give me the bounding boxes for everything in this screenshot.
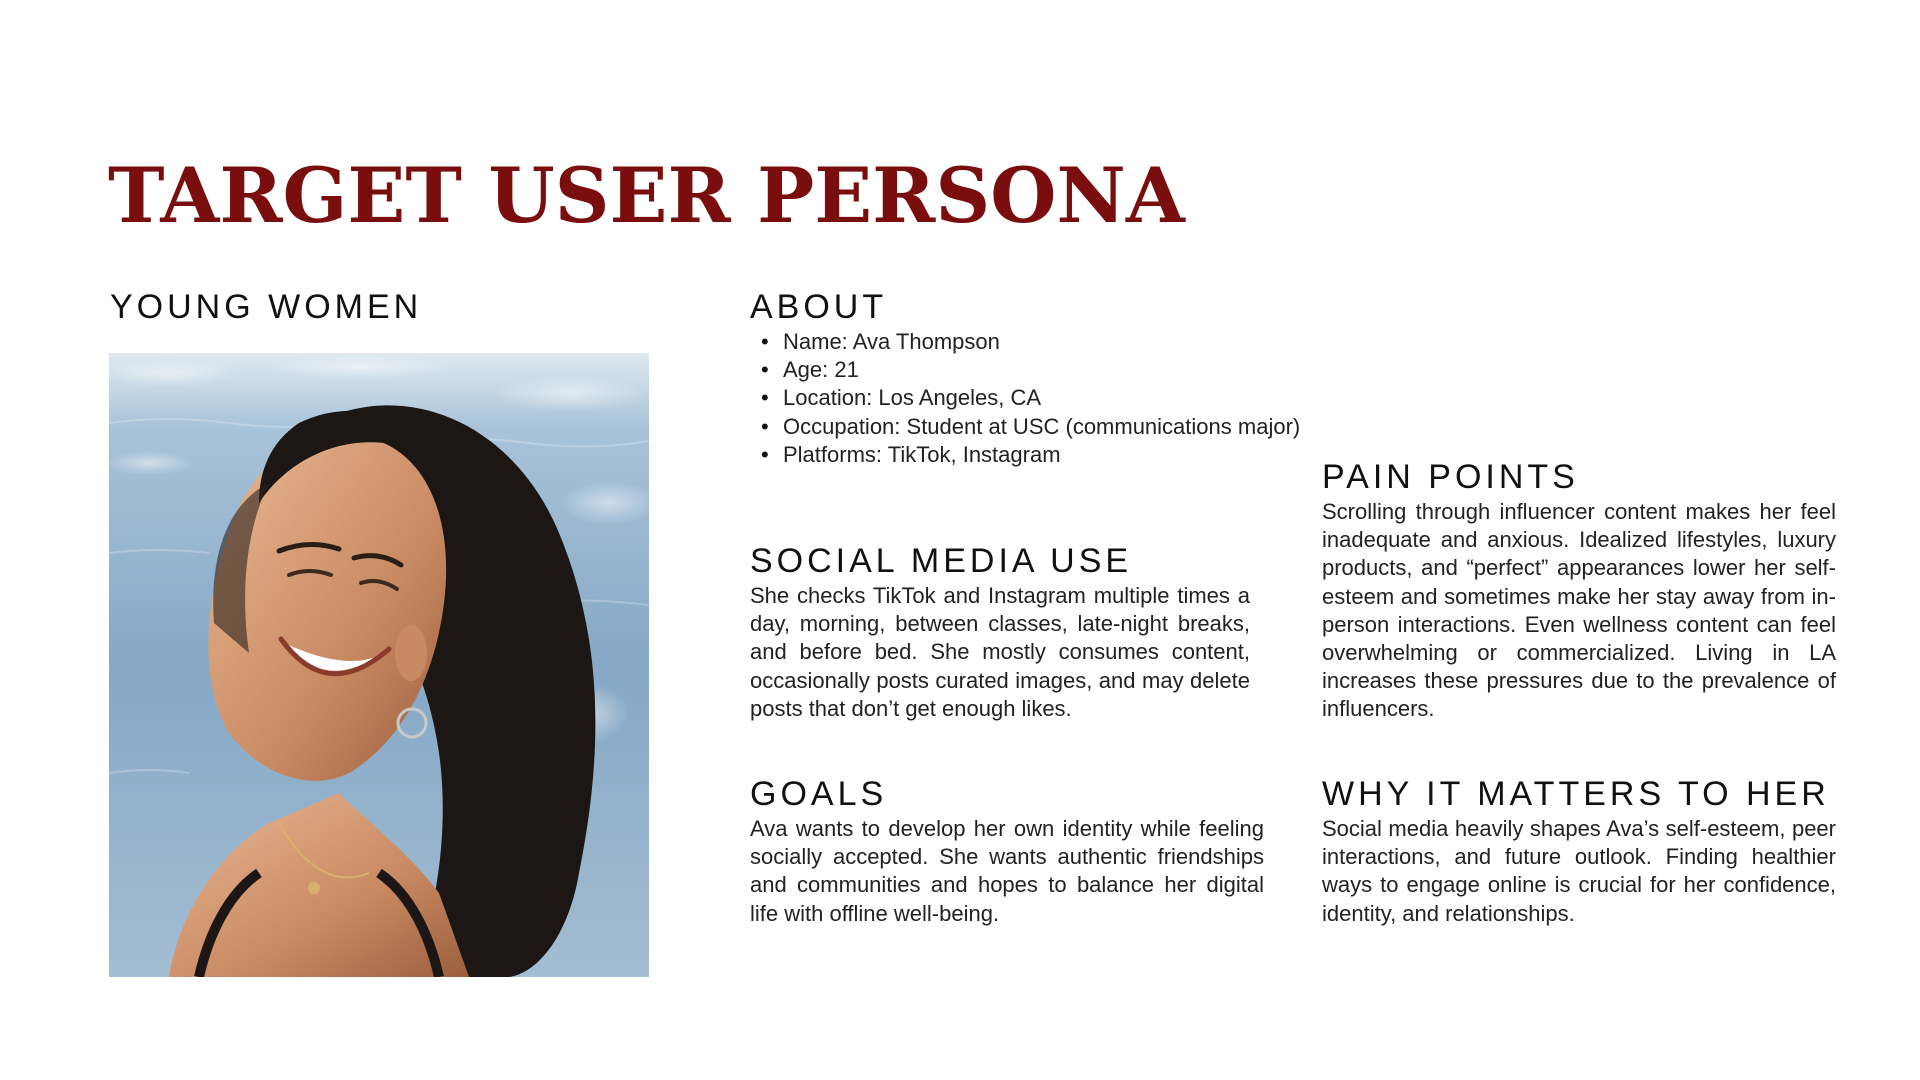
pain-points-text: Scrolling through influencer content makes her feel inadequate and anxious. Idealized lifestyles, luxury products, and “perfect” appearances lower her self-esteem and sometimes make her stay away from in-person interactions. Even wellness content can feel overwhelming or commercialized. Living in LA increases these pressures due to the prevalence of influencers. (1322, 499, 1836, 722)
persona-photo (109, 353, 649, 977)
social-media-use-text: She checks TikTok and Instagram multiple times a day, morning, between classes, late-night breaks, and before bed. She mostly consumes content, occasionally posts curated images, and may delete posts that don’t get enough likes. (750, 583, 1250, 721)
why-it-matters-heading: WHY IT MATTERS TO HER (1322, 775, 1830, 813)
persona-photo-illustration (109, 353, 649, 977)
about-item-occupation: • Occupation: Student at USC (communications major) (783, 413, 1343, 441)
why-it-matters-text: Social media heavily shapes Ava’s self-esteem, peer interactions, and future outlook. Finding healthier ways to engage online is crucial for her confidence, identity, and relationships. (1322, 816, 1836, 926)
segment-heading: YOUNG WOMEN (110, 288, 423, 326)
goals-text: Ava wants to develop her own identity while feeling socially accepted. She wants authentic friendships and communities and hopes to balance her digital life with offline well-being. (750, 816, 1264, 926)
about-heading: ABOUT (750, 288, 888, 326)
about-list (750, 328, 1343, 469)
page-title: TARGET USER PERSONA (108, 151, 1185, 240)
pain-points-heading: PAIN POINTS (1322, 458, 1579, 496)
goals-heading: GOALS (750, 775, 888, 813)
about-item-platforms: • Platforms: TikTok, Instagram (783, 441, 1343, 469)
about-item-age: • Age: 21 (783, 356, 1343, 384)
about-item-name: • Name: Ava Thompson (783, 328, 1343, 356)
social-media-use-heading: SOCIAL MEDIA USE (750, 542, 1133, 580)
about-item-location: • Location: Los Angeles, CA (783, 384, 1343, 412)
